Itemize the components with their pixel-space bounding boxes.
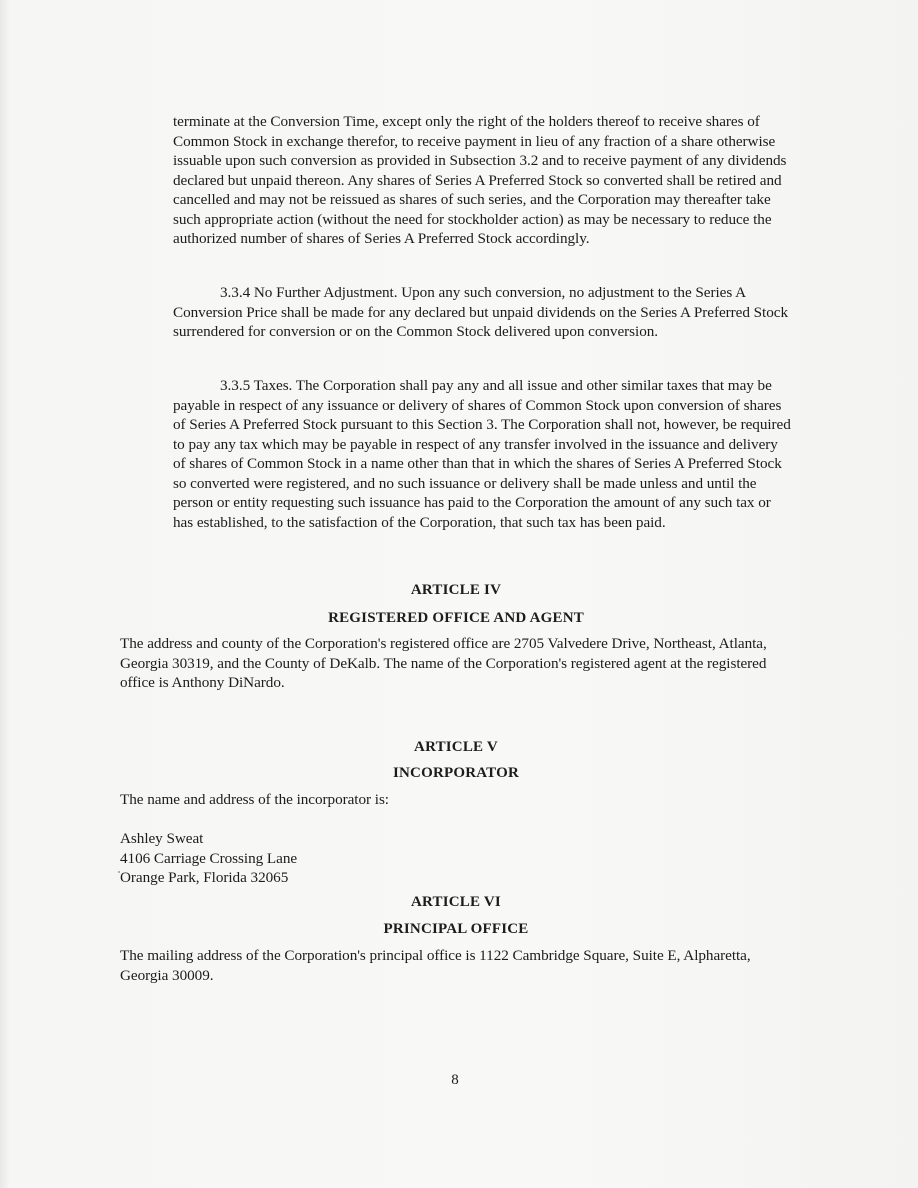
article-vi-subheading: PRINCIPAL OFFICE (383, 921, 529, 937)
paragraph-no-further-adjustment: 3.3.4 No Further Adjustment. Upon any such conversion, no adjustment to the Series A Conversion Price shall be made for any declared but unpaid dividends on the Series A Preferred Stock surrendered for conversion or on the Common Stock delivered upon conversion. (173, 284, 788, 340)
paragraph-conversion-termination: terminate at the Conversion Time, except only the right of the holders thereof to receive shares of Common Stock in exchange therefor, to receive payment in lieu of any fraction of a share otherwise issuable upon such conversion as provided in Subsection 3.2 and to receive payment of any dividends declared but unpaid thereon. Any shares of Series A Preferred Stock so converted shall be retired and cancelled and may not be reissued as shares of such series, and the Corporation may thereafter take such appropriate action (without the need for stockholder action) as may be necessary to reduce the authorized number of shares of Series A Preferred Stock accordingly. (173, 113, 787, 247)
incorporator-city: Orange Park, Florida 32065 (120, 869, 289, 886)
scan-speck (118, 871, 120, 873)
incorporator-address (120, 829, 792, 888)
incorporator-name: Ashley Sweat (120, 830, 204, 847)
article-iv-subheading: REGISTERED OFFICE AND AGENT (328, 610, 584, 626)
article-v-body: The name and address of the incorporator is: (120, 791, 389, 808)
article-vi-heading: ARTICLE VI (411, 894, 501, 910)
article-vi-body: The mailing address of the Corporation's principal office is 1122 Cambridge Square, Suite E, Alpharetta, Georgia 30009. (120, 947, 751, 984)
page-number: 8 (451, 1072, 459, 1088)
incorporator-street: 4106 Carriage Crossing Lane (120, 849, 298, 867)
article-iv-body: The address and county of the Corporation's registered office are 2705 Valvedere Drive, Northeast, Atlanta, Georgia 30319, and the County of DeKalb. The name of the Corporation's registered agent at the registered office is Anthony DiNardo. (120, 635, 767, 691)
article-v-heading: ARTICLE V (414, 739, 498, 755)
article-v-subheading: INCORPORATOR (392, 765, 520, 781)
paragraph-taxes: 3.3.5 Taxes. The Corporation shall pay any and all issue and other similar taxes that may be payable in respect of any issuance or delivery of shares of Common Stock upon conversion of shares of Series A Preferred Stock pursuant to this Section 3. The Corporation shall not, however, be required to pay any tax which may be payable in respect of any transfer involved in the issuance and delivery of shares of Common Stock in a name other than that in which the shares of Series A Preferred Stock so converted were registered, and no such issuance or delivery shall be made unless and until the person or entity requesting such issuance has paid to the Corporation the amount of any such tax or has established, to the satisfaction of the Corporation, that such tax has been paid. (173, 377, 791, 531)
article-iv-heading: ARTICLE IV (410, 582, 502, 598)
